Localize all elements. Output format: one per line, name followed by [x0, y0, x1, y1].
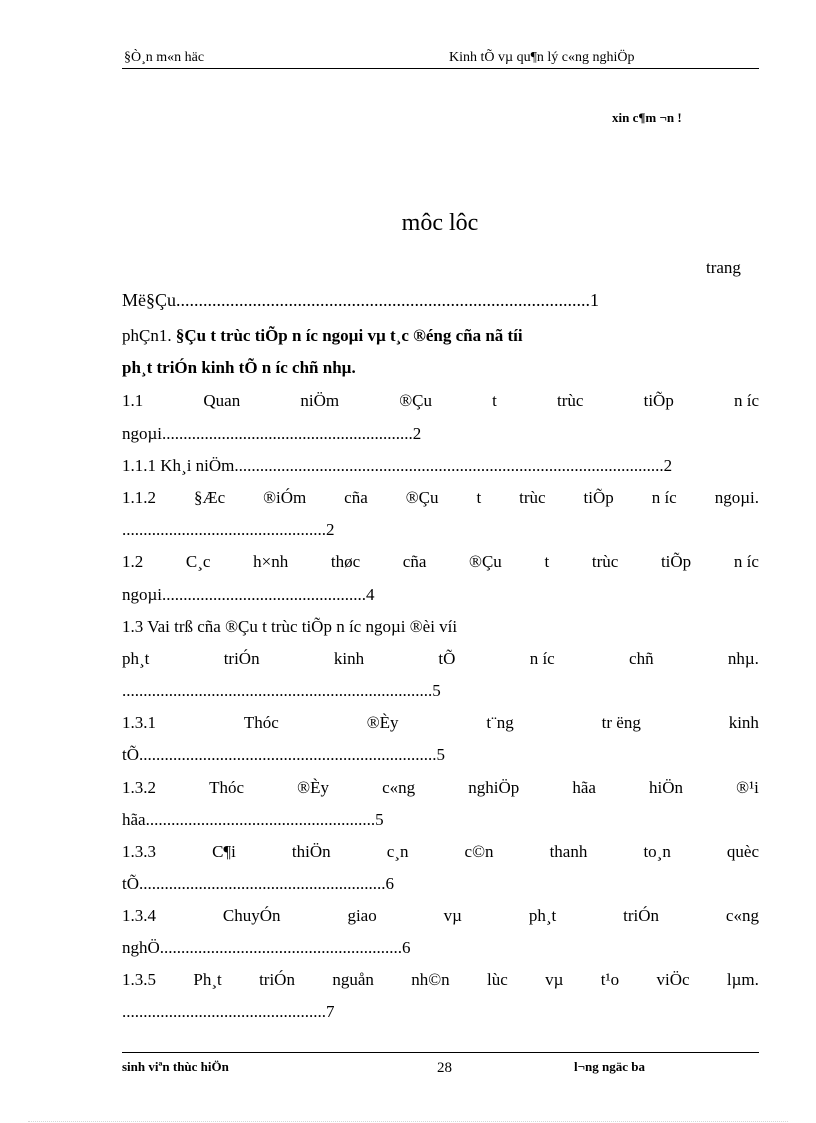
- word: ChuyÓn: [222, 906, 281, 925]
- word: 1.3.3: [122, 842, 156, 861]
- toc-entry-1-1-2: [122, 488, 759, 508]
- word: ®iÓm: [263, 488, 307, 507]
- word: C¸c: [185, 552, 211, 571]
- toc-entry-1-2: [122, 552, 759, 572]
- word: tiÕp: [643, 391, 674, 410]
- word: c¸n: [386, 842, 409, 861]
- toc-entry-1-3-4-cont: nghÖ.........................................................6: [122, 938, 411, 957]
- word: n íc: [733, 552, 759, 571]
- word: tiÕp: [583, 488, 614, 507]
- page-number: 28: [437, 1060, 452, 1076]
- word: thiÖn: [291, 842, 331, 861]
- word: ®Èy: [366, 713, 399, 732]
- word: 1.3.2: [122, 778, 156, 797]
- word: 1.3.5: [122, 970, 156, 989]
- word: triÓn: [259, 970, 295, 989]
- word: kinh: [728, 713, 759, 732]
- word: 1.2: [122, 552, 144, 571]
- toc-entry-1-3-3: [122, 842, 759, 862]
- word: §Æc: [193, 488, 226, 507]
- word: cña: [344, 488, 368, 507]
- word: nhµ.: [727, 649, 759, 668]
- word: tr ëng: [601, 713, 641, 732]
- word: cña: [402, 552, 427, 571]
- word: t¹o: [600, 970, 620, 989]
- word: nguån: [332, 970, 374, 989]
- word: triÓn: [223, 649, 260, 668]
- word: nghiÖp: [468, 778, 520, 797]
- toc-entry-1-3-3-cont: tÕ..........................................................6: [122, 874, 394, 893]
- word: t¨ng: [486, 713, 514, 732]
- header-subject: §Ò¸n m«n häc: [124, 50, 205, 65]
- toc-entry-1-3-1-cont: tÕ......................................................................5: [122, 745, 445, 764]
- word: kinh: [333, 649, 365, 668]
- word: 1.3.1: [122, 713, 156, 732]
- word: h×nh: [253, 552, 289, 571]
- toc-entry-1-3-2-cont: hãa......................................................5: [122, 810, 384, 829]
- word: giao: [347, 906, 377, 925]
- word: tÕ: [438, 649, 456, 668]
- footer-author-name: l¬ng ngäc ba: [574, 1059, 645, 1074]
- word: Thóc: [209, 778, 245, 797]
- word: t: [492, 391, 497, 410]
- word: quèc: [726, 842, 759, 861]
- word: hiÖn: [649, 778, 684, 797]
- toc-entry-1-2-cont: ngoµi................................................4: [122, 585, 375, 604]
- word: lµm.: [726, 970, 759, 989]
- word: ®Çu: [399, 391, 432, 410]
- toc-entry-1-1-2-cont: ................................................2: [122, 520, 335, 539]
- toc-page-column-label: trang: [706, 258, 741, 277]
- word: hãa: [572, 778, 596, 797]
- toc-entry-introduction: Më§Çu............................................................................................1: [122, 290, 599, 310]
- word: 1.1.2: [122, 488, 156, 507]
- word: Quan: [203, 391, 241, 410]
- toc-entry-1-3-2: [122, 778, 759, 798]
- word: vµ: [545, 970, 564, 989]
- word: C¶i: [212, 842, 236, 861]
- toc-entry-1-3-4: [122, 906, 759, 926]
- word: n íc: [529, 649, 555, 668]
- word: Thóc: [243, 713, 279, 732]
- word: ngoµi.: [714, 488, 759, 507]
- word: 1.1: [122, 391, 144, 410]
- word: n íc: [733, 391, 759, 410]
- word: triÓn: [623, 906, 660, 925]
- toc-entry-1-3-5-cont: ................................................7: [122, 1002, 335, 1021]
- word: ®Èy: [297, 778, 329, 797]
- toc-entry-part1: [122, 326, 759, 346]
- word: lùc: [487, 970, 508, 989]
- toc-entry-1-3: 1.3 Vai trß cña ®Çu t trùc tiÕp n íc ngoµi ®èi víi: [122, 617, 458, 636]
- toc-entry-1-1: [122, 391, 759, 411]
- word: trùc: [557, 391, 584, 410]
- word: n íc: [651, 488, 677, 507]
- toc-entry-1-1-1: 1.1.1 Kh¸i niÖm.....................................................................................................2: [122, 456, 673, 475]
- word: c«ng: [725, 906, 759, 925]
- toc-part-label: phÇn1.: [122, 326, 172, 345]
- word: thøc: [330, 552, 361, 571]
- word: niÖm: [300, 391, 340, 410]
- word: thanh: [549, 842, 588, 861]
- word: ®Çu: [405, 488, 439, 507]
- word: to¸n: [643, 842, 671, 861]
- word: ®Çu: [469, 552, 502, 571]
- footer-divider: [122, 1052, 759, 1053]
- word: trùc: [519, 488, 546, 507]
- word: viÖc: [656, 970, 690, 989]
- word: t: [476, 488, 482, 507]
- word: tiÕp: [660, 552, 692, 571]
- toc-entry-1-3-cont: [122, 649, 759, 669]
- word: chñ: [629, 649, 654, 668]
- word: nh©n: [411, 970, 450, 989]
- toc-title: môc lôc: [401, 210, 479, 236]
- toc-part-title: §Çu t trùc tiÕp n íc ngoµi vµ t¸c ®éng cña nã tíi: [175, 326, 523, 345]
- toc-entry-1-3-1: [122, 713, 759, 733]
- word: trùc: [591, 552, 619, 571]
- word: c«ng: [382, 778, 416, 797]
- footer-author-label: sinh viªn thùc hiÖn: [122, 1059, 229, 1074]
- word: t: [544, 552, 550, 571]
- word: ®¹i: [736, 778, 759, 797]
- word: Ph¸t: [193, 970, 222, 989]
- header-course: Kinh tÕ vµ qu¶n lý c«ng nghiÖp: [449, 50, 635, 65]
- word: ph¸t: [122, 649, 150, 668]
- toc-entry-1-3-5: [122, 970, 759, 990]
- word: c©n: [464, 842, 494, 861]
- word: ph¸t: [528, 906, 557, 925]
- toc-entry-part1-cont: ph¸t triÓn kinh tÕ n íc chñ nhµ.: [122, 358, 356, 377]
- toc-entry-1-1-cont: ngoµi...........................................................2: [122, 424, 422, 443]
- page-header: [122, 50, 759, 69]
- toc-entry-1-3-dots: .........................................................................5: [122, 681, 441, 700]
- word: 1.3.4: [122, 906, 156, 925]
- page-edge-divider: [28, 1121, 788, 1122]
- thanks-note: xin c¶m ¬n !: [612, 110, 682, 125]
- word: vµ: [443, 906, 462, 925]
